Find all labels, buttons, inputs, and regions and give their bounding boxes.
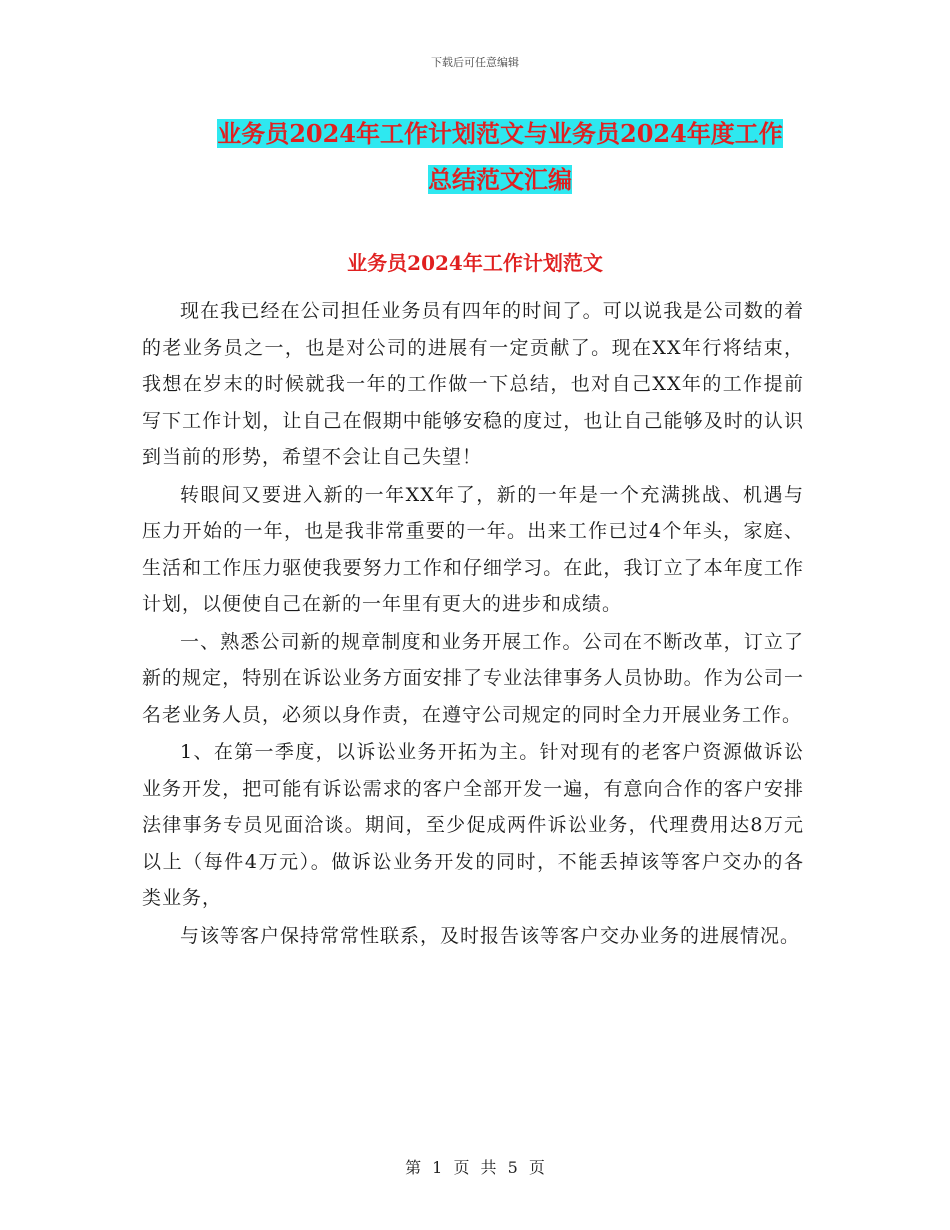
paragraph: 转眼间又要进入新的一年XX年了，新的一年是一个充满挑战、机遇与压力开始的一年，也是我非常重要的一年。出来工作已过4个年头，家庭、生活和工作压力驱使我要努力工作和仔细学习。在此，我订立了本年度工作计划，以便使自己在新的一年里有更大的进步和成绩。 [142,483,804,615]
page-header-note: 下载后可任意编辑 [431,56,519,69]
paragraph: 一、熟悉公司新的规章制度和业务开展工作。公司在不断改革，订立了新的规定，特别在诉讼业务方面安排了专业法律事务人员协助。作为公司一名老业务人员，必须以身作责，在遵守公司规定的同时全力开展业务工作。 [142,630,804,726]
page-number-indicator: 第 1 页 共 5 页 [405,1158,545,1177]
document-body [142,293,804,955]
document-title [150,111,850,203]
section-title: 业务员2024年工作计划范文 [347,251,603,275]
document-title-line-1: 业务员2024年工作计划范文与业务员2024年度工作 [217,119,783,148]
document-title-line-2: 总结范文汇编 [428,165,572,194]
paragraph: 1、在第一季度，以诉讼业务开拓为主。针对现有的老客户资源做诉讼业务开发，把可能有诉讼需求的客户全部开发一遍，有意向合作的客户安排法律事务专员见面洽谈。期间，至少促成两件诉讼业务，代理费用达8万元以上（每件4万元）。做诉讼业务开发的同时，不能丢掉该等客户交办的各类业务， [142,741,804,909]
paragraph: 与该等客户保持常常性联系，及时报告该等客户交办业务的进展情况。 [180,924,801,947]
paragraph: 现在我已经在公司担任业务员有四年的时间了。可以说我是公司数的着的老业务员之一，也是对公司的进展有一定贡献了。现在XX年行将结束，我想在岁末的时候就我一年的工作做一下总结，也对自己XX年的工作提前写下工作计划，让自己在假期中能够安稳的度过，也让自己能够及时的认识到当前的形势，希望不会让自己失望！ [142,300,804,468]
